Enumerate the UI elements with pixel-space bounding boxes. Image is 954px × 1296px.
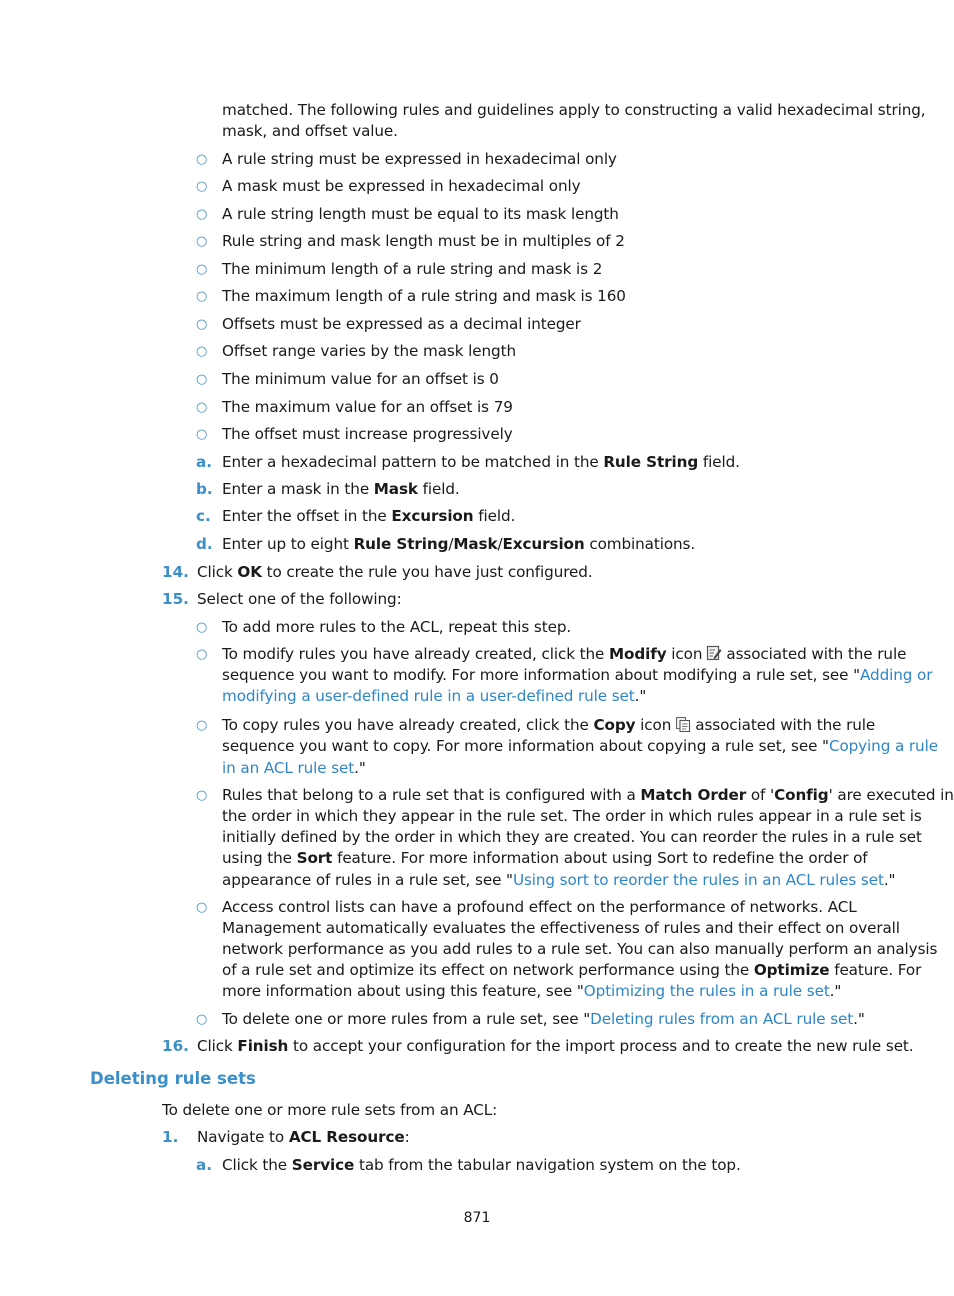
list-item: The maximum length of a rule string and mask is 160 (222, 287, 626, 305)
substep-1a (222, 1155, 741, 1176)
text: Click (197, 1037, 238, 1055)
option-modify-line-2 (222, 665, 932, 686)
text: Rules that belong to a rule set that is configured with a (222, 786, 641, 804)
option-add-rules: To add more rules to the ACL, repeat this step. (222, 618, 572, 636)
step-14 (197, 562, 593, 583)
option-optimize-line-3: network performance as you add rules to a rule set. You can also manually perform an analysis (222, 940, 938, 958)
list-item: The maximum value for an offset is 79 (222, 398, 513, 416)
list-item: The minimum length of a rule string and mask is 2 (222, 260, 603, 278)
substep-marker-b: b. (196, 480, 213, 498)
list-item: Offset range varies by the mask length (222, 342, 516, 360)
text: to create the rule you have just configured. (261, 563, 593, 581)
option-match-order-line-1 (222, 785, 954, 806)
substep-b (222, 479, 460, 500)
option-modify-line-1 (222, 644, 906, 665)
circle-bullet-icon: ○ (196, 207, 208, 222)
ui-term: Excursion (391, 507, 474, 525)
text: ' are executed in (828, 786, 954, 804)
ui-term: Optimize (753, 961, 830, 979)
ui-term: Service (291, 1156, 355, 1174)
option-match-order-line-5 (222, 870, 895, 891)
list-item: The minimum value for an offset is 0 (222, 370, 499, 388)
step-1 (197, 1127, 410, 1148)
step-marker-14: 14. (162, 563, 189, 581)
text: Enter a mask in the (222, 480, 374, 498)
text: to accept your configuration for the import process and to create the new rule set. (288, 1037, 914, 1055)
modify-icon (706, 645, 722, 661)
link-using-sort[interactable]: Using sort to reorder the rules in an ACL rules set (512, 871, 884, 889)
text: : (404, 1128, 410, 1146)
link-deleting-rules[interactable]: Deleting rules from an ACL rule set (590, 1010, 854, 1028)
page-number: 871 (463, 1210, 491, 1226)
text: icon (666, 645, 703, 663)
text: of a rule set and optimize its effect on network performance using the (222, 961, 754, 979)
copy-icon (675, 716, 691, 732)
option-optimize-line-1: Access control lists can have a profound effect on the performance of networks. ACL (222, 898, 857, 916)
text: Enter the offset in the (222, 507, 392, 525)
ui-term: Copy (593, 716, 636, 734)
link-adding-or-modifying[interactable]: Adding or (860, 666, 933, 684)
step-15: Select one of the following: (197, 590, 402, 608)
text: feature. For (829, 961, 922, 979)
circle-bullet-icon: ○ (196, 427, 208, 442)
substep-marker-c: c. (196, 507, 211, 525)
substep-a (222, 452, 740, 473)
text: Navigate to (197, 1128, 289, 1146)
circle-bullet-icon: ○ (196, 788, 208, 803)
circle-bullet-icon: ○ (196, 179, 208, 194)
substep-c (222, 506, 515, 527)
list-item: A rule string length must be equal to its mask length (222, 205, 619, 223)
text: Enter a hexadecimal pattern to be matched in the (222, 453, 604, 471)
section-heading: Deleting rule sets (90, 1069, 256, 1088)
circle-bullet-icon: ○ (196, 234, 208, 249)
text: ." (634, 687, 647, 705)
option-optimize-line-2: Management automatically evaluates the effectiveness of rules and their effect on overall (222, 919, 900, 937)
substep-marker-1a: a. (196, 1156, 213, 1174)
link-copying-rule[interactable]: Copying a rule (828, 737, 938, 755)
text: ." (829, 982, 842, 1000)
circle-bullet-icon: ○ (196, 900, 208, 915)
list-item: Rule string and mask length must be in multiples of 2 (222, 232, 625, 250)
substep-d (222, 534, 695, 555)
circle-bullet-icon: ○ (196, 344, 208, 359)
option-optimize-line-4 (222, 960, 921, 981)
option-match-order-line-2: the order in which they appear in the rule set. The order in which rules appear in a rule set is (222, 807, 922, 825)
circle-bullet-icon: ○ (196, 1012, 208, 1027)
ui-term: OK (237, 563, 262, 581)
text: associated with the rule (695, 716, 876, 734)
text: field. (473, 507, 516, 525)
text: Click the (222, 1156, 292, 1174)
step-marker-16: 16. (162, 1037, 189, 1055)
circle-bullet-icon: ○ (196, 400, 208, 415)
substep-marker-a: a. (196, 453, 213, 471)
ui-term: Sort (296, 849, 333, 867)
step-16 (197, 1036, 914, 1057)
ui-term: Modify (609, 645, 667, 663)
text: field. (698, 453, 740, 471)
substep-marker-d: d. (196, 535, 213, 553)
option-copy-line-1 (222, 715, 875, 736)
ui-term: Match Order (640, 786, 747, 804)
link-copying-rule-cont[interactable]: in an ACL rule set (222, 759, 355, 777)
ui-term: Config (774, 786, 829, 804)
option-match-order-line-3: initially defined by the order in which they are created. You can reorder the rules in a rule set (222, 828, 922, 846)
text: ." (883, 871, 896, 889)
text: field. (417, 480, 460, 498)
text: Click (197, 563, 238, 581)
link-optimizing-rules[interactable]: Optimizing the rules in a rule set (583, 982, 830, 1000)
text: associated with the rule (726, 645, 907, 663)
text: sequence you want to modify. For more information about modifying a rule set, see " (222, 666, 861, 684)
text: appearance of rules in a rule set, see " (222, 871, 513, 889)
option-optimize-line-5 (222, 981, 841, 1002)
circle-bullet-icon: ○ (196, 262, 208, 277)
intro-line-2: mask, and offset value. (222, 122, 398, 140)
text: To delete one or more rules from a rule set, see " (222, 1010, 591, 1028)
option-copy-line-3 (222, 758, 366, 779)
text: Enter up to eight (222, 535, 354, 553)
text: of ' (746, 786, 775, 804)
text: To modify rules you have already created, click the (222, 645, 610, 663)
text: sequence you want to copy. For more information about copying a rule set, see " (222, 737, 829, 755)
list-item: Offsets must be expressed as a decimal integer (222, 315, 581, 333)
text: more information about using this feature, see " (222, 982, 584, 1000)
text: tab from the tabular navigation system on the top. (354, 1156, 741, 1174)
option-delete-rules (222, 1009, 865, 1030)
ui-term: ACL Resource (288, 1128, 405, 1146)
ui-term: Excursion (502, 535, 585, 553)
option-copy-line-2 (222, 736, 938, 757)
step-marker-15: 15. (162, 590, 189, 608)
text: / (448, 535, 454, 553)
list-item: A mask must be expressed in hexadecimal only (222, 177, 581, 195)
intro-line-1: matched. The following rules and guidelines apply to constructing a valid hexadecimal string, (222, 101, 926, 119)
circle-bullet-icon: ○ (196, 718, 208, 733)
link-adding-or-modifying-cont[interactable]: modifying a user-defined rule in a user-defined rule set (222, 687, 635, 705)
list-item: A rule string must be expressed in hexadecimal only (222, 150, 617, 168)
ui-term: Finish (237, 1037, 289, 1055)
circle-bullet-icon: ○ (196, 620, 208, 635)
ui-term: Rule String (353, 535, 449, 553)
circle-bullet-icon: ○ (196, 289, 208, 304)
circle-bullet-icon: ○ (196, 647, 208, 662)
ui-term: Rule String (603, 453, 699, 471)
circle-bullet-icon: ○ (196, 317, 208, 332)
circle-bullet-icon: ○ (196, 152, 208, 167)
ui-term: Mask (453, 535, 498, 553)
ui-term: Mask (373, 480, 418, 498)
text: To copy rules you have already created, click the (222, 716, 594, 734)
option-modify-line-3 (222, 686, 646, 707)
text: icon (635, 716, 672, 734)
text: using the (222, 849, 297, 867)
circle-bullet-icon: ○ (196, 372, 208, 387)
text: ." (853, 1010, 865, 1028)
text: feature. For more information about using Sort to redefine the order of (332, 849, 868, 867)
list-item: The offset must increase progressively (222, 425, 513, 443)
text: ." (354, 759, 366, 777)
section-intro: To delete one or more rule sets from an ACL: (162, 1101, 498, 1119)
option-match-order-line-4 (222, 848, 868, 869)
step-marker-1: 1. (162, 1128, 179, 1146)
text: combinations. (584, 535, 696, 553)
text: / (497, 535, 503, 553)
